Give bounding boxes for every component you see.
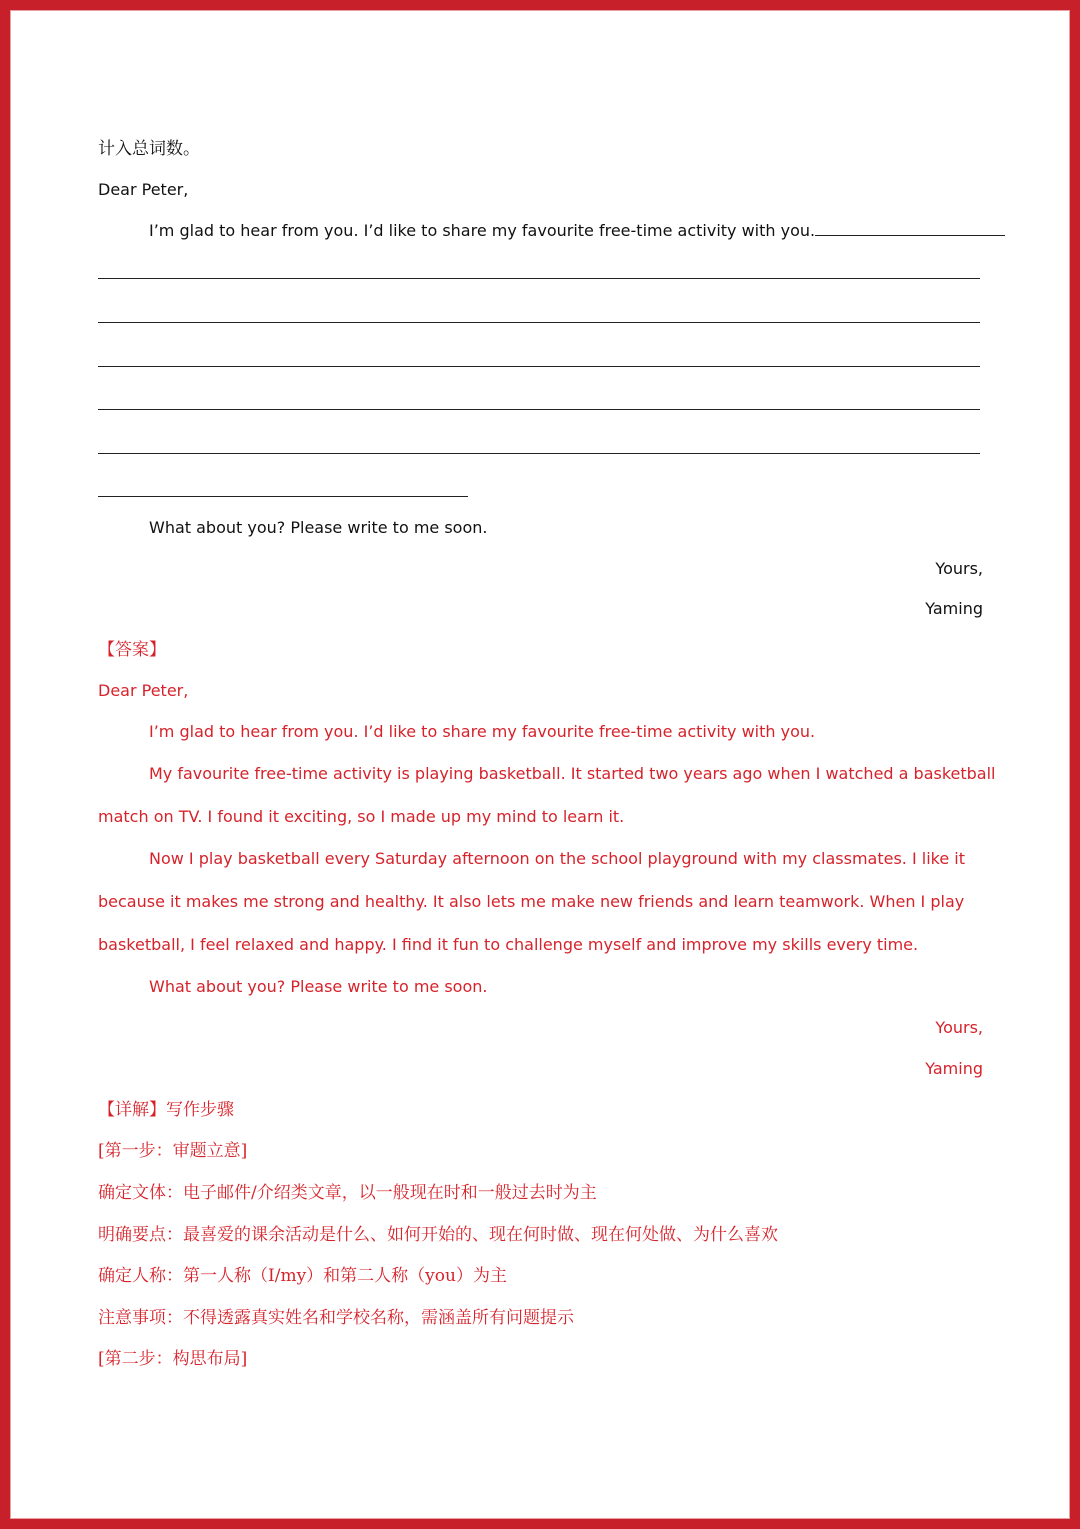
answer-signature: Yaming: [925, 1059, 983, 1078]
word-count-note: 计入总词数。: [98, 139, 200, 159]
letter-opening-text: I’m glad to hear from you. I’d like to share my favourite free-time activity with you.: [149, 221, 816, 240]
answer-opening: I’m glad to hear from you. I’d like to share my favourite free-time activity with you.: [149, 722, 816, 741]
letter-opening: [149, 221, 1005, 241]
answer-signoff: Yours,: [935, 1018, 983, 1037]
key-points-note: 明确要点：最喜爱的课余活动是什么、如何开始的、现在何时做、现在何处做、为什么喜欢: [98, 1225, 778, 1245]
answer-blank-inline[interactable]: [815, 221, 1005, 236]
letter-signature: Yaming: [925, 599, 983, 618]
letter-closing: What about you? Please write to me soon.: [149, 518, 488, 537]
caution-note: 注意事项：不得透露真实姓名和学校名称，需涵盖所有问题提示: [98, 1308, 574, 1328]
answer-blank-line[interactable]: [98, 496, 468, 497]
answer-paragraph-line: basketball, I feel relaxed and happy. I find it fun to challenge myself and improve my skills every time.: [98, 935, 919, 954]
person-note: 确定人称：第一人称（I/my）和第二人称（you）为主: [98, 1266, 507, 1286]
step-one-heading: [第一步：审题立意]: [98, 1141, 248, 1161]
answer-blank-line[interactable]: [98, 366, 980, 367]
letter-greeting: Dear Peter,: [98, 180, 189, 199]
answer-paragraph-line: My favourite free-time activity is playing basketball. It started two years ago when I watched a basketball: [149, 764, 996, 783]
answer-closing: What about you? Please write to me soon.: [149, 977, 488, 996]
step-two-heading: [第二步：构思布局]: [98, 1349, 248, 1369]
answer-paragraph-line: Now I play basketball every Saturday afternoon on the school playground with my classmates. I like it: [149, 849, 965, 868]
answer-blank-line[interactable]: [98, 322, 980, 323]
explanation-header: 【详解】写作步骤: [98, 1100, 234, 1120]
letter-signoff: Yours,: [935, 559, 983, 578]
answer-paragraph-line: because it makes me strong and healthy. It also lets me make new friends and learn teamwork. When I play: [98, 892, 965, 911]
genre-note: 确定文体：电子邮件/介绍类文章，以一般现在时和一般过去时为主: [98, 1183, 597, 1203]
answer-blank-line[interactable]: [98, 453, 980, 454]
answer-paragraph-line: match on TV. I found it exciting, so I made up my mind to learn it.: [98, 807, 625, 826]
answer-header: 【答案】: [98, 640, 166, 660]
answer-blank-line[interactable]: [98, 409, 980, 410]
answer-greeting: Dear Peter,: [98, 681, 189, 700]
answer-blank-line[interactable]: [98, 278, 980, 279]
